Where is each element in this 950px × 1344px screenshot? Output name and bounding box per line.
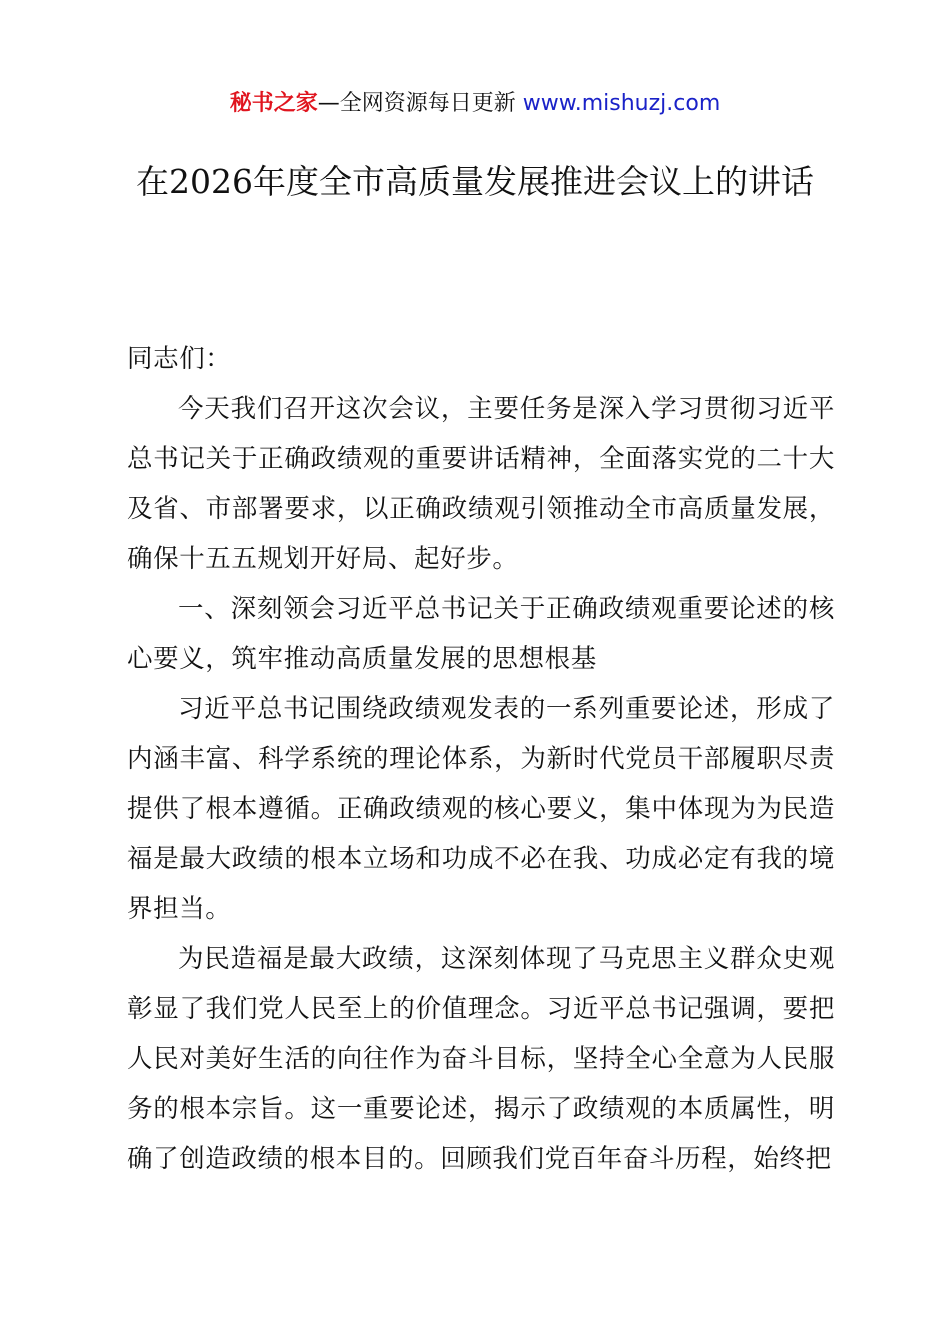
site-url-link[interactable]: www.mishuzj.com — [522, 91, 721, 116]
paragraph-section-1-b: 为民造福是最大政绩，这深刻体现了马克思主义群众史观彰显了我们党人民至上的价值理念。习近平总书记强调，要把人民对美好生活的向往作为奋斗目标，坚持全心全意为人民服务的根本宗旨。这一重要论述，揭示了政绩观的本质属性，明确了创造政绩的根本目的。回顾我们党百年奋斗历程，始终把 — [127, 944, 835, 1174]
header-tagline: —全网资源每日更新 — [317, 91, 523, 116]
document-body — [127, 334, 835, 1184]
paragraph-intro: 今天我们召开这次会议，主要任务是深入学习贯彻习近平总书记关于正确政绩观的重要讲话精神，全面落实党的二十大及省、市部署要求，以正确政绩观引领推动全市高质量发展，确保十五五规划开好局、起好步。 — [127, 394, 835, 574]
brand-name: 秘书之家 — [229, 91, 318, 116]
section-heading-1: 一、深刻领会习近平总书记关于正确政绩观重要论述的核心要义，筑牢推动高质量发展的思想根基 — [127, 594, 835, 674]
paragraph-section-1-a: 习近平总书记围绕政绩观发表的一系列重要论述，形成了内涵丰富、科学系统的理论体系，为新时代党员干部履职尽责提供了根本遵循。正确政绩观的核心要义，集中体现为为民造福是最大政绩的根本立场和功成不必在我、功成必定有我的境界担当。 — [127, 694, 835, 924]
site-header — [0, 88, 950, 120]
salutation: 同志们： — [127, 344, 232, 374]
document-title: 在2026年度全市高质量发展推进会议上的讲话 — [136, 162, 814, 201]
